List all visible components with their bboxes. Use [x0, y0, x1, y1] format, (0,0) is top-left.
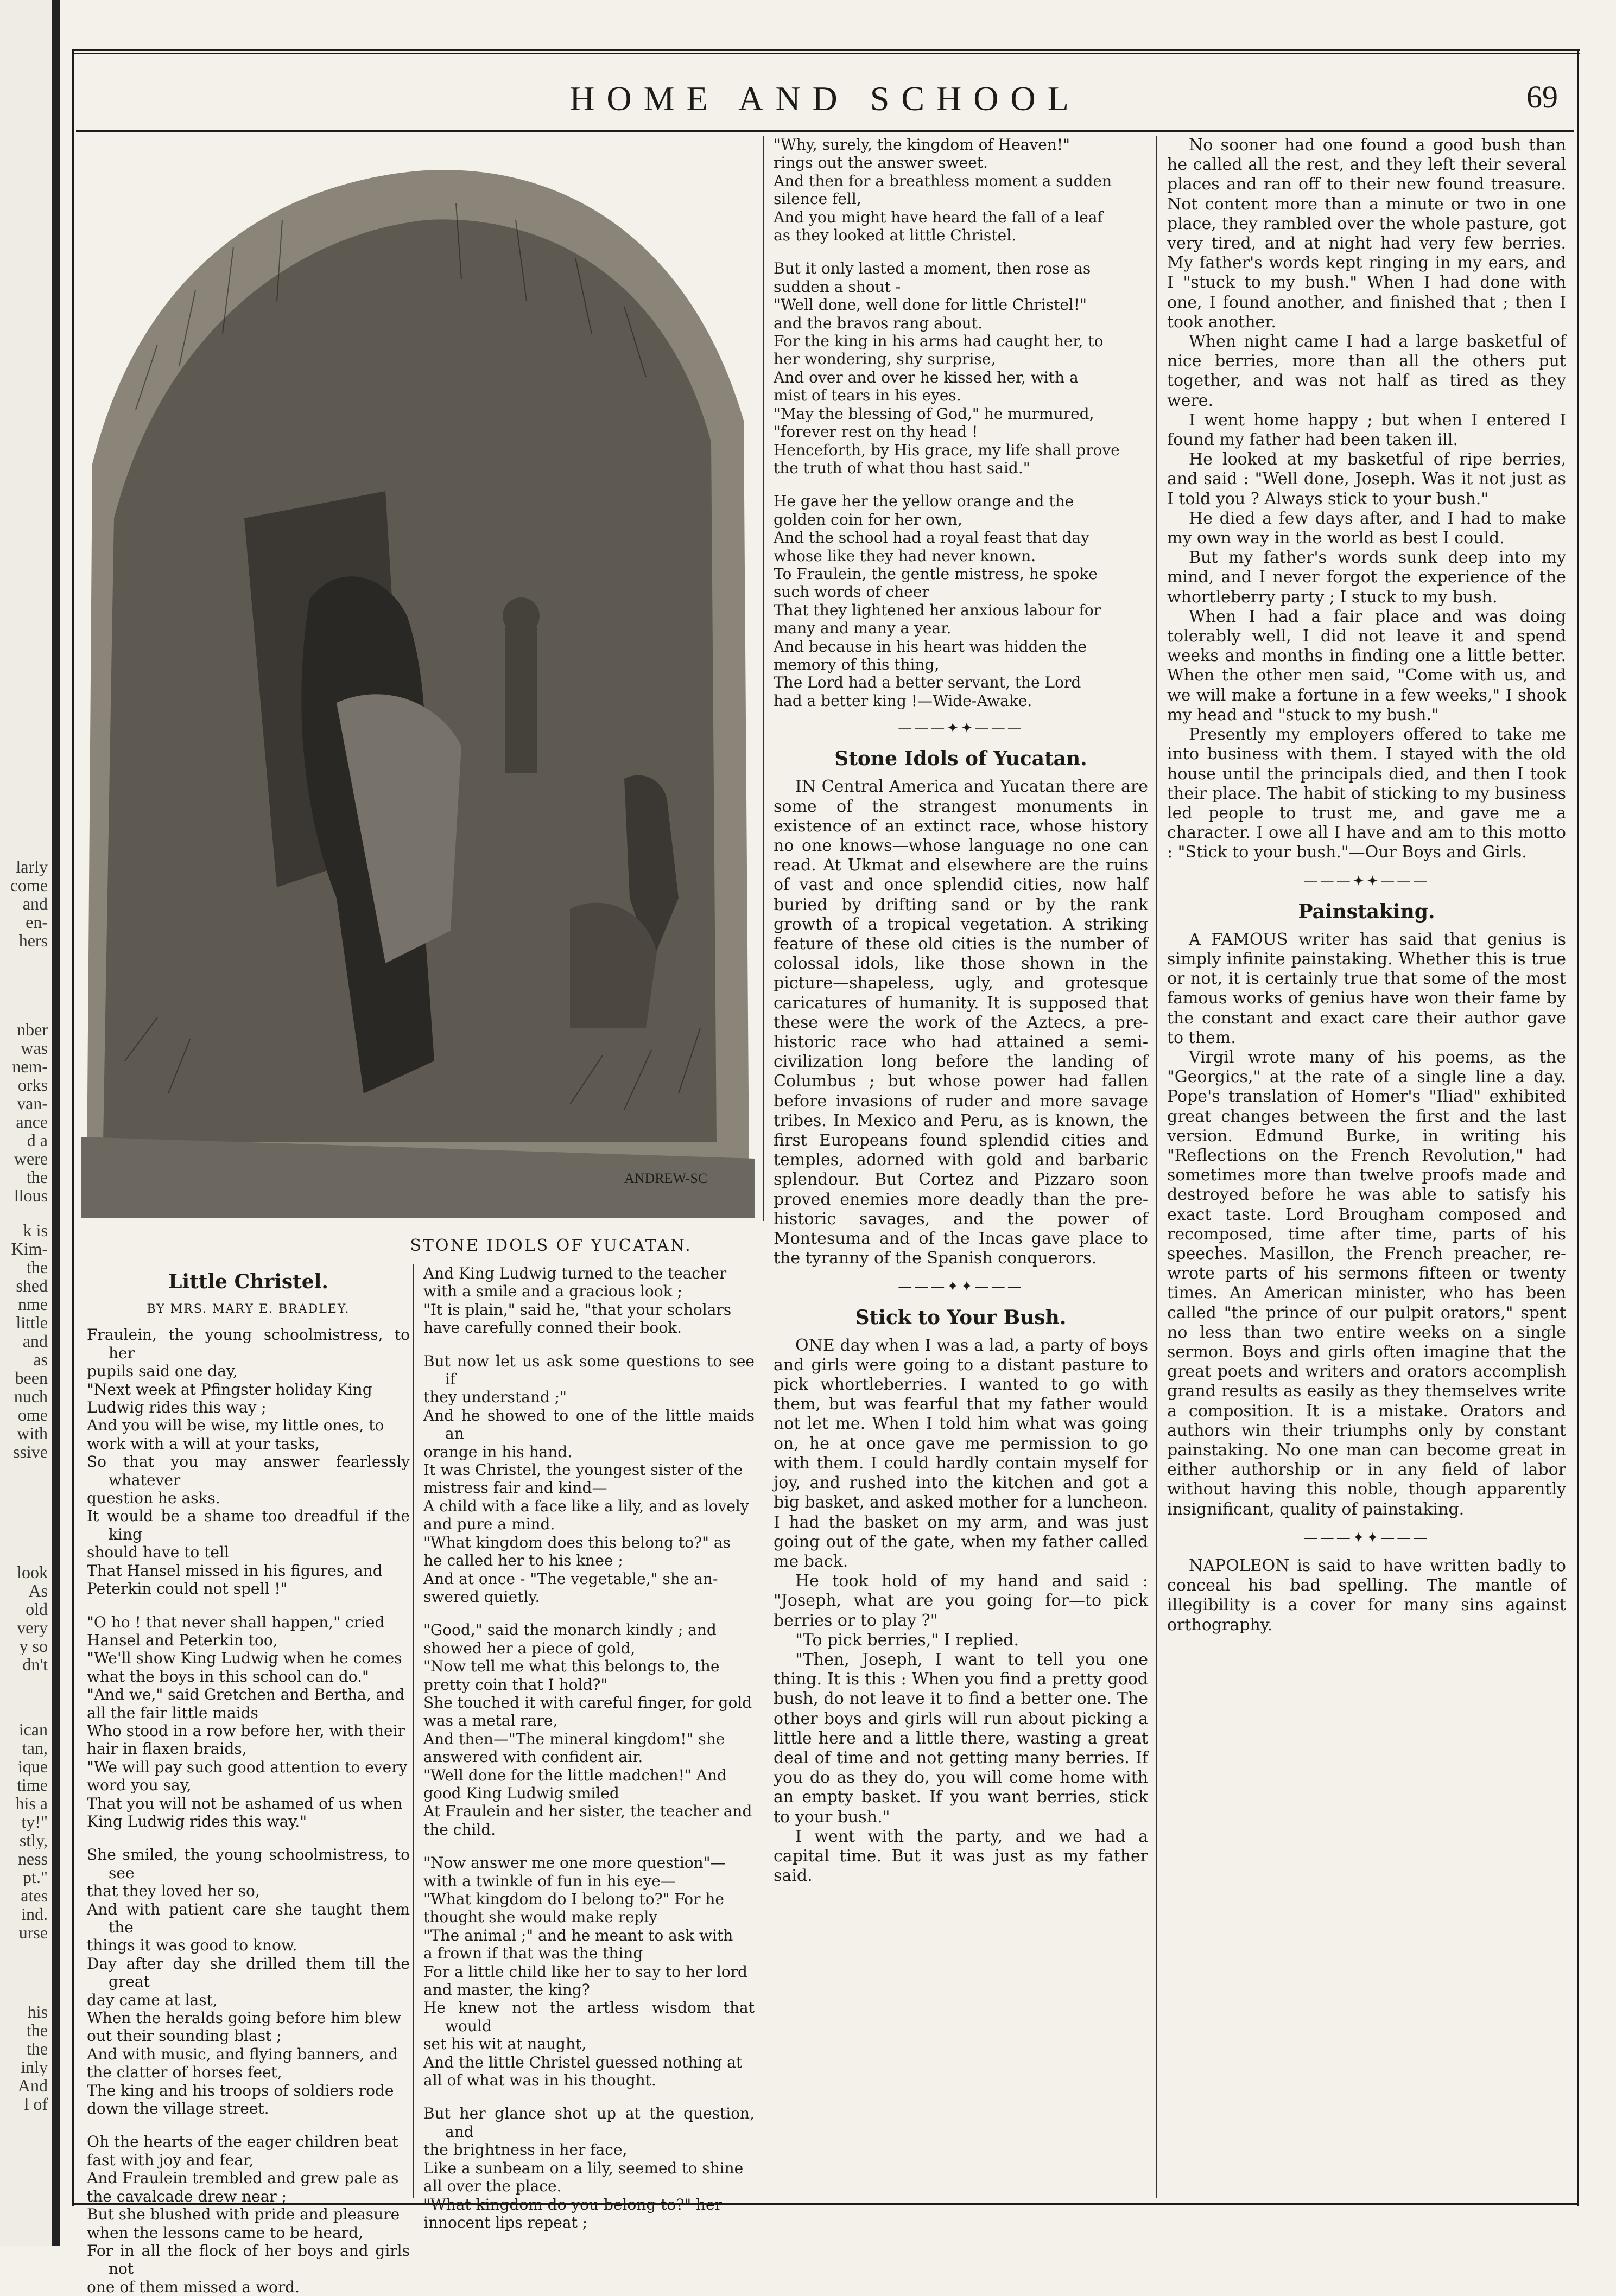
poem-line: That they lightened her anxious labour for — [774, 601, 1101, 619]
poem-line: had a better king !—Wide-Awake. — [774, 691, 1032, 710]
gutter-line: hers — [18, 931, 48, 950]
gutter-line: time — [17, 1776, 48, 1794]
page-title: HOME AND SCHOOL — [569, 79, 1081, 118]
gutter-text-fragment — [4, 2002, 48, 2113]
gutter-line: ind. — [21, 1905, 48, 1923]
poem-line: "It is plain," said he, "that your scholars — [423, 1300, 732, 1319]
poem-line: as they looked at little Christel. — [774, 226, 1017, 245]
gutter-line: ssive — [13, 1442, 48, 1461]
poem-line: a frown if that was the thing — [423, 1944, 643, 1963]
poem-line: And because in his heart was hidden the — [774, 637, 1087, 656]
poem-line: innocent lips repeat ; — [423, 2213, 588, 2231]
gutter-line: l of — [24, 2095, 48, 2113]
gutter-line: old — [26, 1600, 48, 1618]
poem-line: And at once - "The vegetable," she an- — [423, 1569, 718, 1588]
poem-line: with a smile and a gracious look ; — [423, 1282, 682, 1301]
poem-line: "Next week at Pfingster holiday King — [87, 1380, 372, 1398]
poem-line: they understand ;" — [423, 1388, 567, 1407]
gutter-line: llous — [14, 1186, 48, 1205]
column-rule-2 — [413, 1264, 414, 2198]
header-rule — [76, 130, 1574, 132]
poem-line: Oh the hearts of the eager children beat — [87, 2133, 398, 2151]
poem-line: When the heralds going before him blew — [87, 2009, 401, 2027]
poem-line: have carefully conned their book. — [423, 1319, 682, 1337]
section-ornament: ———✦✦——— — [898, 720, 1024, 737]
napoleon-paragraph: NAPOLEON is said to have written badly to conceal his bad spelling. The mantle of illegibility is a cover for many sins against orthography. — [1167, 1556, 1566, 1634]
gutter-line: pt." — [23, 1868, 48, 1886]
poem-line: "And we," said Gretchen and Bertha, and — [87, 1686, 405, 1704]
painstaking-paragraph: Virgil wrote many of his poems, as the "Georgics," at the rate of a single line a day. Pope's translation of Homer's "Iliad" exhibited great changes between the first and the last version. Edmund Burke, in writing his "Reflections on the French Revolution," had sometimes more than twelve proofs made and destroyed before he was able to satisfy his exact taste. Lord Brougham composed and recomposed, time after time, parts of his speeches. Masillon, the French preacher, re-wrote parts of his sermons fifteen or twenty times. An American minister, who has been called "the prince of our pulpit orators," spent no less than two entire weeks on a single sermon. Boys and girls often imagine that the great poets and writers and orators accomplish grand results as easily as they themselves write a composition. It is a mistake. Orators and authors win their triumphs only by constant painstaking. No one man can become great in either authorship or in any field of labor without having this noble, though apparently insignificant, quality of painstaking. — [1167, 1047, 1566, 1519]
frame-left — [72, 49, 74, 2206]
poem-line: all of what was in his thought. — [423, 2071, 656, 2090]
poem-line: silence fell, — [774, 190, 861, 208]
poem-line: "O ho ! that never shall happen," cried — [87, 1613, 385, 1631]
poem-line: "We will pay such good attention to every — [87, 1758, 408, 1776]
gutter-line: the — [26, 1168, 48, 1186]
gutter-line: urse — [18, 1923, 48, 1942]
poem-line: Who stood in a row before her, with their — [87, 1721, 405, 1740]
little-christel-byline: BY MRS. MARY E. BRADLEY. — [147, 1302, 350, 1316]
poem-line: "What kingdom does this belong to?" as — [423, 1533, 731, 1551]
poem-line: fast with joy and fear, — [87, 2151, 254, 2169]
gutter-line: the — [26, 1258, 48, 1276]
poem-line: one of them missed a word. — [87, 2278, 300, 2296]
stone-idols-illustration — [81, 138, 755, 1218]
poem-line: such words of cheer — [774, 583, 929, 601]
gutter-line: his a — [15, 1794, 48, 1812]
stick-bush-paragraph: I went with the party, and we had a capital time. But it was just as my father said. — [774, 1827, 1148, 1886]
poem-line: Ludwig rides this way ; — [87, 1398, 267, 1417]
gutter-line: nuch — [14, 1387, 48, 1405]
gutter-line: y so — [19, 1637, 48, 1655]
poem-line: "What kingdom do you belong to?" her — [423, 2195, 722, 2214]
poem-line: But now let us ask some questions to see if — [423, 1352, 755, 1389]
poem-line: "We'll show King Ludwig when he comes — [87, 1649, 402, 1668]
poem-line: But her glance shot up at the question, and — [423, 2104, 755, 2141]
poem-line: That Hansel missed in his figures, and — [87, 1561, 383, 1580]
poem-line: The Lord had a better servant, the Lord — [774, 673, 1081, 692]
poem-line: That you will not be ashamed of us when — [87, 1794, 403, 1812]
stick-bush-cont-paragraph: No sooner had one found a good bush than he called all the rest, and they left their several places and ran off to their new found treasure. Not content more than a minute or two in one place, they rambled over the whole pasture, got very tired, and at night had very few berries. My father's words kept ringing in my ears, and I "stuck to my bush." When I had done with one, I found another, and finished that ; then I took another. — [1167, 136, 1566, 332]
little-christel-conclusion — [774, 136, 1148, 710]
gutter-line: his — [27, 2002, 48, 2021]
poem-line: Henceforth, by His grace, my life shall prove — [774, 441, 1120, 459]
gutter-line: k is — [23, 1221, 48, 1239]
poem-line: hair in flaxen braids, — [87, 1740, 247, 1758]
gutter-line: little — [16, 1313, 48, 1332]
poem-line: and the bravos rang about. — [774, 314, 983, 332]
poem-line: And Fraulein trembled and grew pale as — [87, 2169, 399, 2187]
stick-bush-cont-paragraph: I went home happy ; but when I entered I found my father had been taken ill. — [1167, 410, 1566, 450]
poem-line: when the lessons came to be heard, — [87, 2223, 363, 2242]
gutter-line: been — [15, 1369, 48, 1387]
poem-line: "Well done, well done for little Christel!" — [774, 296, 1087, 314]
poem-line: And the little Christel guessed nothing at — [423, 2053, 743, 2071]
gutter-line: ique — [17, 1757, 48, 1776]
poem-line: "What kingdom do I belong to?" For he — [423, 1890, 724, 1908]
gutter-line: nem- — [12, 1057, 48, 1076]
section-ornament: ———✦✦——— — [898, 1279, 1024, 1295]
poem-line: At Fraulein and her sister, the teacher and — [423, 1802, 752, 1821]
poem-line: out their sounding blast ; — [87, 2027, 282, 2045]
painstaking-title: Painstaking. — [1298, 900, 1435, 923]
poem-line: "Well done for the little madchen!" And — [423, 1766, 727, 1784]
gutter-line: shed — [16, 1276, 48, 1295]
gutter-line: larly — [16, 857, 48, 876]
poem-line: "forever rest on thy head ! — [774, 423, 978, 441]
poem-line: For in all the flock of her boys and girls not — [87, 2241, 410, 2278]
poem-line: golden coin for her own, — [774, 510, 962, 529]
gutter-line: en- — [26, 913, 48, 931]
column-3 — [774, 136, 1148, 1886]
poem-line: what the boys in this school can do." — [87, 1667, 369, 1686]
gutter-line: and — [22, 1332, 48, 1350]
poem-line: And with patient care she taught them the — [87, 1900, 410, 1936]
poem-line: sudden a shout - — [774, 277, 901, 296]
poem-line: all the fair little maids — [87, 1703, 258, 1722]
gutter-line: nber — [17, 1020, 48, 1039]
poem-line: "Why, surely, the kingdom of Heaven!" — [774, 136, 1070, 154]
gutter-line: inly — [21, 2058, 48, 2076]
poem-line: So that you may answer fearlessly whatever — [87, 1453, 410, 1489]
poem-line: was a metal rare, — [423, 1712, 558, 1730]
poem-line: "Now answer me one more question"— — [423, 1854, 726, 1872]
poem-line: orange in his hand. — [423, 1442, 573, 1461]
section-ornament: ———✦✦——— — [1303, 1529, 1430, 1546]
stick-bush-cont-paragraph: He looked at my basketful of ripe berries, and said : "Well done, Joseph. Was it not just as I told you ? Always stick to your bush." — [1167, 450, 1566, 508]
poem-line: word you say, — [87, 1776, 192, 1795]
gutter-line: ome — [17, 1405, 48, 1424]
poem-line: But she blushed with pride and pleasure — [87, 2205, 400, 2224]
column-rule-3 — [763, 136, 764, 1221]
poem-line: She touched it with careful finger, for gold — [423, 1693, 752, 1712]
gutter-line: come — [10, 876, 48, 894]
gutter-line: ness — [17, 1849, 48, 1868]
poem-line: set his wit at naught, — [423, 2035, 587, 2053]
stick-bush-cont-paragraph: When night came I had a large basketful of nice berries, more than all the others put together, and was not half as tired as they were. — [1167, 332, 1566, 410]
gutter-line: ty!" — [21, 1812, 48, 1831]
gutter-text-fragment — [4, 857, 48, 950]
poem-line: And with music, and flying banners, and — [87, 2045, 398, 2063]
poem-line: A child with a face like a lily, and as lovely — [423, 1497, 749, 1515]
column-4 — [1167, 136, 1566, 1635]
gutter-text-fragment — [4, 1221, 48, 1461]
poem-line: "May the blessing of God," he murmured, — [774, 404, 1094, 423]
gutter-text-fragment — [4, 1720, 48, 1942]
poem-line: the child. — [423, 1820, 496, 1839]
little-christel-column-2 — [423, 1264, 755, 2231]
poem-line: that they loved her so, — [87, 1882, 260, 1900]
poem-line: pupils said one day, — [87, 1362, 238, 1381]
stick-bush-title: Stick to Your Bush. — [855, 1306, 1067, 1329]
binding-strip — [52, 0, 60, 2246]
poem-line: the clatter of horses feet, — [87, 2063, 282, 2082]
poem-line: should have to tell — [87, 1543, 229, 1562]
poem-line: work with a will at your tasks, — [87, 1434, 320, 1453]
gutter-line: look — [17, 1563, 48, 1581]
poem-line: and pure a mind. — [423, 1515, 555, 1534]
poem-line: mist of tears in his eyes. — [774, 386, 961, 405]
gutter-line: very — [17, 1618, 48, 1637]
gutter-line: Kim- — [11, 1239, 48, 1258]
poem-line: He knew not the artless wisdom that would — [423, 1999, 755, 2035]
poem-line: And then—"The mineral kingdom!" she — [423, 1729, 725, 1748]
poem-line: rings out the answer sweet. — [774, 154, 988, 172]
gutter-line: ican — [18, 1720, 48, 1739]
page-header — [76, 79, 1574, 128]
column-rule-4 — [1156, 136, 1157, 2198]
little-christel-column-1 — [87, 1270, 410, 2296]
poem-line: And you will be wise, my little ones, to — [87, 1416, 384, 1435]
gutter-line: was — [21, 1039, 48, 1057]
poem-line: The king and his troops of soldiers rode — [87, 2081, 394, 2100]
poem-line: And King Ludwig turned to the teacher — [423, 1264, 727, 1282]
poem-line: And he showed to one of the little maids an — [423, 1406, 755, 1443]
poem-line: "Now tell me what this belongs to, the — [423, 1657, 720, 1676]
engraver-signature: ANDREW-SC — [624, 1171, 708, 1186]
poem-line: It would be a shame too dreadful if the king — [87, 1507, 410, 1543]
poem-line: And you might have heard the fall of a leaf — [774, 208, 1103, 226]
poem-line: "Good," said the monarch kindly ; and — [423, 1621, 717, 1639]
poem-line: all over the place. — [423, 2177, 562, 2196]
frame-top — [73, 49, 1580, 51]
poem-line: swered quietly. — [423, 1587, 540, 1606]
little-christel-title: Little Christel. — [168, 1270, 328, 1293]
poem-line: Like a sunbeam on a lily, seemed to shine — [423, 2159, 744, 2177]
poem-line: good King Ludwig smiled — [423, 1784, 619, 1802]
stick-bush-paragraph: ONE day when I was a lad, a party of boys and girls were going to a distant pasture to pick whortleberries. I wanted to go with them, but was fearful that my father would not let me. When I told him what was going on, he at once gave me permission to go with them. I could hardly contain myself for joy, and rushed into the kitchen and got a big basket, and asked mother for a luncheon. I had the basket on my arm, and was just going out of the gate, when my father called me back. — [774, 1335, 1148, 1571]
poem-line: But it only lasted a moment, then rose as — [774, 259, 1091, 278]
poem-line: her wondering, shy surprise, — [774, 350, 996, 368]
gutter-line: dn't — [22, 1655, 48, 1674]
gutter-text-fragment — [4, 1020, 48, 1205]
gutter-line: orks — [17, 1076, 48, 1094]
poem-line: things it was good to know. — [87, 1936, 297, 1955]
poem-line: And over and over he kissed her, with a — [774, 368, 1079, 386]
poem-line: memory of this thing, — [774, 655, 940, 673]
frame-top-inner — [73, 53, 1580, 54]
gutter-line: ates — [21, 1886, 48, 1905]
stick-bush-paragraph: "To pick berries," I replied. — [795, 1630, 1019, 1650]
poem-line: pretty coin that I hold?" — [423, 1675, 608, 1694]
poem-line: She smiled, the young schoolmistress, to see — [87, 1846, 410, 1882]
poem-line: And then for a breathless moment a sudden — [774, 171, 1112, 190]
poem-line: He gave her the yellow orange and the — [774, 492, 1074, 511]
poem-line: And the school had a royal feast that day — [774, 529, 1089, 547]
poem-line: he called her to his knee ; — [423, 1551, 623, 1570]
gutter-line: with — [17, 1424, 48, 1442]
stone-idols-title: Stone Idols of Yucatan. — [834, 747, 1087, 771]
poem-line: and master, the king? — [423, 1981, 590, 1999]
gutter-line: stly, — [19, 1831, 48, 1849]
poem-line: Peterkin could not spell !" — [87, 1580, 288, 1598]
gutter-line: ance — [16, 1112, 48, 1131]
poem-line: To Fraulein, the gentle mistress, he spoke — [774, 564, 1098, 583]
gutter-line: and — [22, 894, 48, 913]
gutter-line: as — [33, 1350, 48, 1369]
gutter-line: were — [14, 1149, 48, 1168]
poem-line: with a twinkle of fun in his eye— — [423, 1872, 676, 1890]
poem-line: the cavalcade drew near ; — [87, 2187, 287, 2205]
poem-line: Hansel and Peterkin too, — [87, 1631, 278, 1649]
gutter-line: van- — [17, 1094, 48, 1112]
poem-line: whose like they had never known. — [774, 546, 1036, 565]
gutter-line: As — [28, 1581, 48, 1600]
gutter-line: nme — [17, 1295, 48, 1313]
poem-line: "The animal ;" and he meant to ask with — [423, 1926, 733, 1944]
stick-bush-cont-paragraph: When I had a fair place and was doing tolerably well, I did not leave it and spend weeks and months in finding one a little better. When the other men said, "Come with us, and we will make a fortune in a few weeks," I shook my head and "stuck to my bush." — [1167, 607, 1566, 724]
section-ornament: ———✦✦——— — [1303, 873, 1430, 889]
page-number: 69 — [1526, 79, 1558, 115]
poem-line: King Ludwig rides this way." — [87, 1812, 307, 1830]
poem-line: many and many a year. — [774, 619, 952, 638]
poem-line: answered with confident air. — [423, 1748, 643, 1766]
gutter-line: tan, — [22, 1739, 48, 1757]
gutter-line: the — [26, 2039, 48, 2058]
poem-line: the brightness in her face, — [423, 2141, 628, 2159]
stick-bush-cont-paragraph: But my father's words sunk deep into my mind, and I never forgot the experience of the whortleberry party ; I stuck to my bush. — [1167, 548, 1566, 607]
stick-bush-cont-paragraph: He died a few days after, and I had to make my own way in the world as best I could. — [1167, 508, 1566, 548]
gutter-line: the — [26, 2021, 48, 2039]
painstaking-paragraph: A FAMOUS writer has said that genius is simply infinite painstaking. Whether this is true or not, it is certainly true that some of the most famous works of genius have won their fame by the constant and exact care their author gave to them. — [1167, 930, 1566, 1047]
poem-line: Day after day she drilled them till the great — [87, 1954, 410, 1991]
gutter-line: d a — [27, 1131, 48, 1149]
poem-line: the truth of what thou hast said." — [774, 459, 1030, 477]
stick-bush-paragraph: "Then, Joseph, I want to tell you one thing. It is this : When you find a pretty good bush, do not leave it to find a better one. The other boys and girls will run about picking a little here and a little there, wasting a great deal of time and not getting many berries. If you do as they do, you will come home with an empty basket. If you want berries, stick to your bush." — [774, 1650, 1148, 1827]
poem-line: question he asks. — [87, 1489, 220, 1508]
poem-line: Fraulein, the young schoolmistress, to her — [87, 1326, 410, 1362]
poem-line: For the king in his arms had caught her, to — [774, 332, 1104, 351]
stick-bush-cont-paragraph: Presently my employers offered to take me into business with them. I stayed with the old house until the principals died, and then I took their place. The habit of sticking to my business led people to trust me, and gave me a character. I owe all I have and am to this motto : "Stick to your bush."—Our Boys and Girls. — [1167, 725, 1566, 862]
poem-line: showed her a piece of gold, — [423, 1639, 636, 1657]
stick-bush-paragraph: He took hold of my hand and said : "Joseph, what are you going for—to pick berries or to play ?" — [774, 1572, 1148, 1630]
poem-line: mistress fair and kind— — [423, 1479, 607, 1497]
gutter-line: And — [17, 2076, 48, 2095]
poem-line: day came at last, — [87, 1990, 218, 2009]
poem-line: For a little child like her to say to her lord — [423, 1962, 747, 1981]
poem-line: It was Christel, the youngest sister of the — [423, 1461, 743, 1479]
stone-idols-paragraph: IN Central America and Yucatan there are some of the strangest monuments in existence of an extinct race, whose history no one knows—whose language no one can read. At Ukmat and elsewhere are the ruins of vast and once splendid cities, now half buried by drifting sand or by the rank growth of a tropical vegetation. A striking feature of these old cities is the number of colossal idols, like those shown in the picture—shapeless, ugly, and grotesque caricatures of humanity. It is supposed that these were the work of the Aztecs, a pre-historic race who had attained a semi-civilization long before the landing of Columbus ; but whose power had fallen before invasions of ruder and more savage tribes. In Mexico and Peru, as is known, the first Europeans found splendid cities and temples, adorned with gold and barbaric splendour. But Cortez and Pizzaro soon proved enemies more deadly than the pre-historic savages, and the power of Montesuma and of the Incas gave place to the tyranny of the Spanish conquerors. — [774, 777, 1148, 1268]
frame-right — [1577, 49, 1579, 2206]
illustration-caption: STONE IDOLS OF YUCATAN. — [410, 1236, 692, 1255]
poem-line: down the village street. — [87, 2100, 269, 2118]
poem-line: thought she would make reply — [423, 1908, 658, 1926]
gutter-text-fragment — [4, 1563, 48, 1674]
